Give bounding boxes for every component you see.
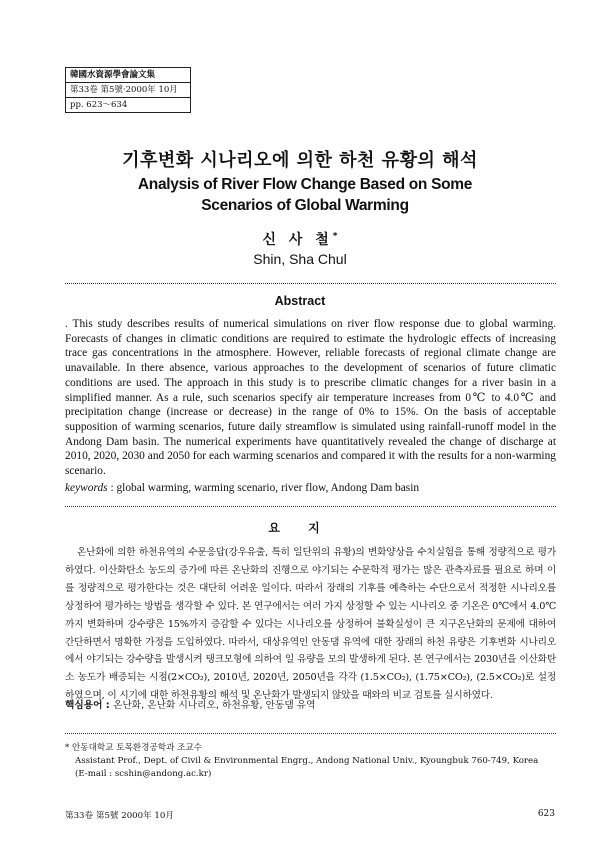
abstract-heading: Abstract (274, 294, 326, 308)
keywords-label: keywords (65, 482, 108, 494)
divider-top (65, 283, 556, 284)
footnote-affiliation-english: Assistant Prof., Dept. of Civil & Environmental Engrg., Andong National Univ., Kyoungbuk 760-749, Korea (75, 756, 539, 766)
korean-keywords-label: 핵심용어 : (65, 700, 114, 711)
journal-pages: pp. 623～634 (70, 100, 128, 110)
author-name-korean (0, 229, 600, 249)
author-footnote-mark: * (332, 231, 338, 242)
author-name-english: Shin, Sha Chul (253, 251, 347, 267)
footnote-email: (E-mail : scshin@andong.ac.kr) (75, 769, 212, 779)
korean-keywords-text: 온난화, 온난화 시나리오, 하천유황, 안동댐 유역 (113, 700, 316, 711)
footer-journal-issue: 第33卷 第5號 2000年 10月 (65, 811, 174, 821)
page-number: 623 (537, 809, 555, 819)
title-korean: 기후변화 시나리오에 의한 하천 유황의 해석 (122, 150, 478, 171)
author-footnote (65, 742, 556, 781)
divider-middle (65, 506, 556, 507)
journal-volume: 第33卷 第5號·2000年 10月 (66, 83, 190, 98)
abstract-body: . This study describes results of numerical simulations on river flow response due to global warming. Forecasts of changes in climatic conditions are required to estimate the hydrologic effects of increasing trace gas concentrations in the atmosphere. However, reliable forecasts of regional climate change are unavailable. In there absence, various approaches to the development of scenarios of future climatic conditions are used. The approach in this study is to prescribe climatic changes for a river basin in a simplified manner. As a rule, such scenarios specify air temperature increases from 0℃ to 4.0℃ and precipitation change (increase or decrease) in the range of 0% to 15%. On the basis of acceptable supposition of warming scenarios, future daily streamflow is simulated using rainfall-runoff model in the Andong Dam basin. The numerical experiments have quantitatively revealed the change of discharge at 2010, 2020, 2030 and 2050 for each warming scenarios and compared it with the results for a non-warming scenario. (65, 318, 556, 478)
divider-bottom (65, 733, 556, 734)
korean-abstract-body: 온난화에 의한 하천유역의 수문응답(강우유출, 특히 일단위의 유황)의 변화양상을 수치실험을 통해 정량적으로 평가하였다. 이산화탄소 농도의 증가에 따른 온난화의 진행으로 야기되는 수문학적 평가는 많은 관측자료를 필요로 하며 이를 정량적으로 평가한다는 것은 대단히 어려운 일이다. 따라서 장래의 기후를 예측하는 수단으로서 적정한 시나리오를 상정하여 평가하는 방법을 생각할 수 있다. 본 연구에서는 여러 가지 상정할 수 있는 시나리오 중 기온은 0℃에서 4.0℃까지 변화하며 강수량은 15%까지 증감할 수 있다는 시나리오를 상정하여 불확실성이 큰 지구온난화의 문제에 대하여 간단하면서 명확한 가정을 도입하였다. 따라서, 대상유역인 안동댐 유역에 대한 장래의 하천 유량은 기후변화 시나리오에서 야기되는 강수량을 발생시켜 탱크모형에 의하여 일 유량을 모의 발생하게 된다. 본 연구에서는 2030년을 이산화탄소 농도가 배증되는 시점(2×CO₂), 2010년, 2020년, 2050년을 각각 (1.5×CO₂), (1.75×CO₂), (2.5×CO₂)로 설정하였으며, 이 시기에 대한 하천유황의 해석 및 온난화가 발생되지 않았을 때와의 비교 검토를 실시하였다. (65, 547, 556, 702)
keywords-text: : global warming, warming scenario, river flow, Andong Dam basin (107, 482, 420, 494)
footnote-affiliation-korean: * 안동대학교 토목환경공학과 조교수 (65, 743, 203, 753)
abstract-keywords (65, 482, 556, 494)
korean-abstract-heading: 요 지 (268, 521, 332, 535)
journal-info-box (65, 67, 191, 113)
title-english: Analysis of River Flow Change Based on Some Scenarios of Global Warming (137, 176, 473, 214)
korean-keywords (65, 697, 556, 711)
author-name-korean-text: 신 사 철 (262, 232, 333, 248)
journal-name: 韓國水資源學會論文集 (66, 68, 190, 83)
